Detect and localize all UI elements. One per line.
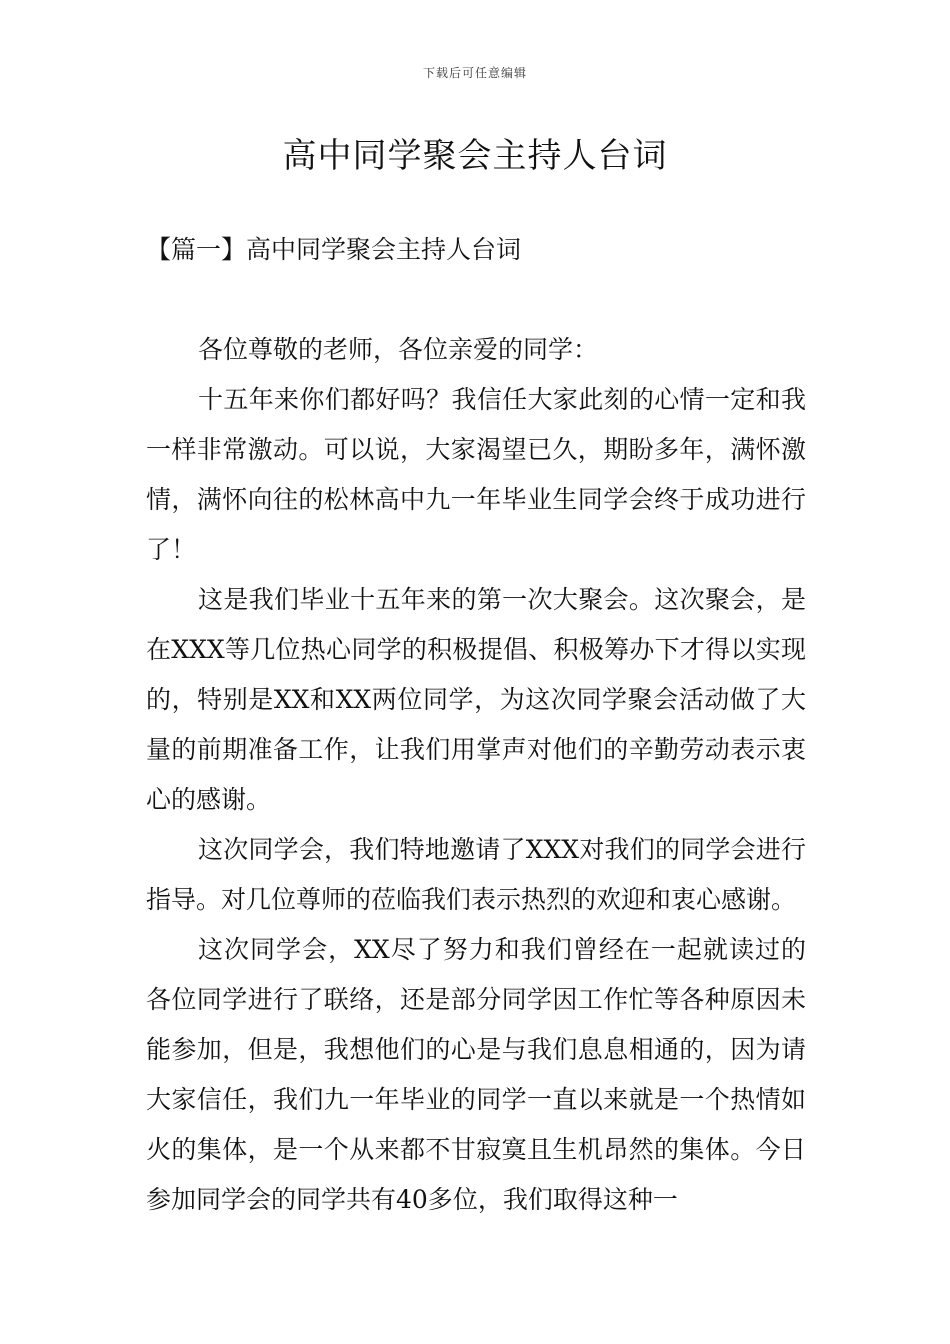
body-text bbox=[146, 325, 806, 1225]
document-title: 高中同学聚会主持人台词 bbox=[282, 136, 668, 176]
paragraph-opening: 十五年来你们都好吗？我信任大家此刻的心情一定和我一样非常激动。可以说，大家渴望已久，期盼多年，满怀激情，满怀向往的松林高中九一年毕业生同学会终于成功进行了！ bbox=[146, 385, 806, 564]
paragraph-first-reunion: 这是我们毕业十五年来的第一次大聚会。这次聚会，是在XXX等几位热心同学的积极提倡、积极筹办下才得以实现的，特别是XX和XX两位同学，为这次同学聚会活动做了大量的前期准备工作，让我们用掌声对他们的辛勤劳动表示衷心的感谢。 bbox=[146, 585, 806, 814]
paragraph-greeting: 各位尊敬的老师，各位亲爱的同学： bbox=[198, 335, 599, 364]
section-heading: 【篇一】高中同学聚会主持人台词 bbox=[146, 235, 522, 264]
paragraph-invited-teachers: 这次同学会，我们特地邀请了XXX对我们的同学会进行指导。对几位尊师的莅临我们表示热烈的欢迎和衷心感谢。 bbox=[146, 835, 806, 914]
header-note: 下载后可任意编辑 bbox=[422, 66, 527, 80]
paragraph-contacts: 这次同学会，XX尽了努力和我们曾经在一起就读过的各位同学进行了联络，还是部分同学因工作忙等各种原因未能参加，但是，我想他们的心是与我们息息相通的，因为请大家信任，我们九一年毕业的同学一直以来就是一个热情如火的集体，是一个从来都不甘寂寞且生机昂然的集体。今日参加同学会的同学共有40多位，我们取得这种一 bbox=[146, 935, 806, 1214]
